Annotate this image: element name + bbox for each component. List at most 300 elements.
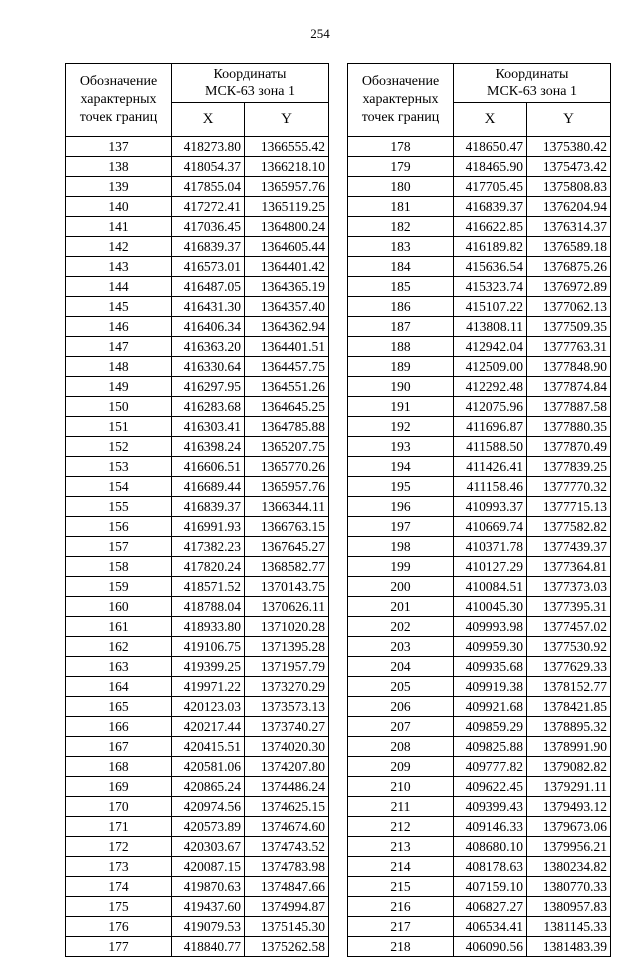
y-coordinate-cell: 1374674.60 xyxy=(245,817,329,837)
point-number-cell: 183 xyxy=(348,237,454,257)
x-coordinate-cell: 418933.80 xyxy=(172,617,245,637)
point-number-cell: 162 xyxy=(66,637,172,657)
x-coordinate-cell: 416839.37 xyxy=(172,497,245,517)
table-row xyxy=(66,637,329,657)
table-row xyxy=(66,617,329,637)
point-number-cell: 209 xyxy=(348,757,454,777)
x-coordinate-cell: 409935.68 xyxy=(454,657,527,677)
x-coordinate-cell: 418788.04 xyxy=(172,597,245,617)
y-coordinate-cell: 1373573.13 xyxy=(245,697,329,717)
point-number-cell: 164 xyxy=(66,677,172,697)
table-row xyxy=(66,737,329,757)
x-coordinate-cell: 420123.03 xyxy=(172,697,245,717)
point-number-cell: 170 xyxy=(66,797,172,817)
y-coordinate-cell: 1375262.58 xyxy=(245,937,329,957)
table-row xyxy=(348,897,611,917)
x-coordinate-cell: 411426.41 xyxy=(454,457,527,477)
table-row xyxy=(348,437,611,457)
table-row xyxy=(348,277,611,297)
y-coordinate-cell: 1377880.35 xyxy=(527,417,611,437)
x-coordinate-cell: 420581.06 xyxy=(172,757,245,777)
point-number-cell: 151 xyxy=(66,417,172,437)
coordinates-group-header xyxy=(172,64,329,103)
point-number-cell: 186 xyxy=(348,297,454,317)
y-coordinate-cell: 1377062.13 xyxy=(527,297,611,317)
point-number-cell: 202 xyxy=(348,617,454,637)
point-number-cell: 145 xyxy=(66,297,172,317)
point-number-cell: 203 xyxy=(348,637,454,657)
point-number-cell: 153 xyxy=(66,457,172,477)
y-coordinate-cell: 1377373.03 xyxy=(527,577,611,597)
x-coordinate-cell: 416330.64 xyxy=(172,357,245,377)
point-number-cell: 163 xyxy=(66,657,172,677)
point-number-cell: 138 xyxy=(66,157,172,177)
point-number-cell: 168 xyxy=(66,757,172,777)
table-row xyxy=(348,457,611,477)
table-row xyxy=(348,297,611,317)
table-row xyxy=(66,197,329,217)
table-row xyxy=(66,477,329,497)
y-coordinate-cell: 1364401.42 xyxy=(245,257,329,277)
y-coordinate-cell: 1374207.80 xyxy=(245,757,329,777)
x-coordinate-cell: 416283.68 xyxy=(172,397,245,417)
point-number-cell: 176 xyxy=(66,917,172,937)
y-coordinate-cell: 1378152.77 xyxy=(527,677,611,697)
x-coordinate-cell: 409959.30 xyxy=(454,637,527,657)
table-row xyxy=(66,597,329,617)
x-coordinate-cell: 416573.01 xyxy=(172,257,245,277)
point-number-cell: 206 xyxy=(348,697,454,717)
point-number-cell: 215 xyxy=(348,877,454,897)
point-number-cell: 175 xyxy=(66,897,172,917)
table-row xyxy=(348,377,611,397)
x-coordinate-cell: 412942.04 xyxy=(454,337,527,357)
x-coordinate-cell: 418273.80 xyxy=(172,137,245,157)
x-coordinate-cell: 416606.51 xyxy=(172,457,245,477)
point-number-cell: 191 xyxy=(348,397,454,417)
table-row xyxy=(348,477,611,497)
point-number-cell: 156 xyxy=(66,517,172,537)
x-coordinate-cell: 409622.45 xyxy=(454,777,527,797)
table-row xyxy=(348,137,611,157)
table-row xyxy=(348,237,611,257)
point-number-cell: 158 xyxy=(66,557,172,577)
y-coordinate-cell: 1377870.49 xyxy=(527,437,611,457)
x-coordinate-cell: 409146.33 xyxy=(454,817,527,837)
point-number-cell: 214 xyxy=(348,857,454,877)
table-row xyxy=(66,557,329,577)
y-coordinate-cell: 1373270.29 xyxy=(245,677,329,697)
x-coordinate-cell: 420573.89 xyxy=(172,817,245,837)
point-number-cell: 208 xyxy=(348,737,454,757)
x-coordinate-cell: 418840.77 xyxy=(172,937,245,957)
point-number-cell: 147 xyxy=(66,337,172,357)
point-designation-header xyxy=(348,64,454,137)
x-coordinate-cell: 419971.22 xyxy=(172,677,245,697)
coords-header-line: МСК-63 зона 1 xyxy=(487,84,577,99)
table-row xyxy=(348,337,611,357)
point-number-cell: 173 xyxy=(66,857,172,877)
point-number-cell: 159 xyxy=(66,577,172,597)
table-row xyxy=(66,317,329,337)
point-header-line: характерных xyxy=(362,92,439,107)
table-row xyxy=(348,577,611,597)
table-row xyxy=(348,597,611,617)
table-row xyxy=(348,497,611,517)
table-row xyxy=(66,797,329,817)
y-coordinate-cell: 1379673.06 xyxy=(527,817,611,837)
table-row xyxy=(348,857,611,877)
y-coordinate-cell: 1379493.12 xyxy=(527,797,611,817)
point-header-line: характерных xyxy=(80,92,157,107)
point-number-cell: 213 xyxy=(348,837,454,857)
table-row xyxy=(348,397,611,417)
point-number-cell: 194 xyxy=(348,457,454,477)
y-coordinate-cell: 1375145.30 xyxy=(245,917,329,937)
table-row xyxy=(348,217,611,237)
x-coordinate-cell: 419106.75 xyxy=(172,637,245,657)
x-coordinate-cell: 416487.05 xyxy=(172,277,245,297)
point-number-cell: 187 xyxy=(348,317,454,337)
table-row xyxy=(66,777,329,797)
x-coordinate-cell: 410371.78 xyxy=(454,537,527,557)
point-header-line: точек границ xyxy=(79,110,158,125)
y-coordinate-cell: 1381483.39 xyxy=(527,937,611,957)
point-number-cell: 154 xyxy=(66,477,172,497)
y-coordinate-cell: 1370143.75 xyxy=(245,577,329,597)
y-coordinate-cell: 1377839.25 xyxy=(527,457,611,477)
x-coordinate-cell: 409399.43 xyxy=(454,797,527,817)
x-coordinate-cell: 412292.48 xyxy=(454,377,527,397)
point-number-cell: 217 xyxy=(348,917,454,937)
x-coordinate-cell: 419870.63 xyxy=(172,877,245,897)
table-row xyxy=(348,177,611,197)
y-coordinate-cell: 1364800.24 xyxy=(245,217,329,237)
point-number-cell: 178 xyxy=(348,137,454,157)
y-coordinate-cell: 1379082.82 xyxy=(527,757,611,777)
y-coordinate-cell: 1375808.83 xyxy=(527,177,611,197)
y-coordinate-cell: 1370626.11 xyxy=(245,597,329,617)
table-row xyxy=(66,137,329,157)
y-coordinate-cell: 1380770.33 xyxy=(527,877,611,897)
table-row xyxy=(66,237,329,257)
x-coordinate-cell: 416297.95 xyxy=(172,377,245,397)
table-row xyxy=(66,897,329,917)
x-coordinate-cell: 416406.34 xyxy=(172,317,245,337)
y-coordinate-cell: 1373740.27 xyxy=(245,717,329,737)
table-row xyxy=(66,757,329,777)
y-coordinate-cell: 1365957.76 xyxy=(245,477,329,497)
table-body xyxy=(348,137,611,957)
table-row xyxy=(66,457,329,477)
table-row xyxy=(66,417,329,437)
x-coordinate-cell: 420303.67 xyxy=(172,837,245,857)
point-number-cell: 152 xyxy=(66,437,172,457)
x-coordinate-cell: 419437.60 xyxy=(172,897,245,917)
table-row xyxy=(66,817,329,837)
x-coordinate-cell: 415636.54 xyxy=(454,257,527,277)
table-row xyxy=(66,677,329,697)
x-coordinate-cell: 420974.56 xyxy=(172,797,245,817)
point-number-cell: 148 xyxy=(66,357,172,377)
point-number-cell: 144 xyxy=(66,277,172,297)
point-number-cell: 198 xyxy=(348,537,454,557)
point-number-cell: 190 xyxy=(348,377,454,397)
y-coordinate-cell: 1365770.26 xyxy=(245,457,329,477)
point-number-cell: 155 xyxy=(66,497,172,517)
x-coordinate-cell: 416431.30 xyxy=(172,297,245,317)
x-coordinate-cell: 415323.74 xyxy=(454,277,527,297)
point-number-cell: 184 xyxy=(348,257,454,277)
table-row xyxy=(348,537,611,557)
table-row xyxy=(348,357,611,377)
point-designation-header xyxy=(66,64,172,137)
table-row xyxy=(66,697,329,717)
x-coordinate-cell: 416363.20 xyxy=(172,337,245,357)
point-number-cell: 204 xyxy=(348,657,454,677)
point-number-cell: 196 xyxy=(348,497,454,517)
y-coordinate-cell: 1379956.21 xyxy=(527,837,611,857)
table-row xyxy=(348,637,611,657)
x-coordinate-cell: 407159.10 xyxy=(454,877,527,897)
coordinates-group-header xyxy=(454,64,611,103)
x-coordinate-cell: 408680.10 xyxy=(454,837,527,857)
point-number-cell: 142 xyxy=(66,237,172,257)
point-number-cell: 181 xyxy=(348,197,454,217)
point-number-cell: 216 xyxy=(348,897,454,917)
y-coordinate-cell: 1381145.33 xyxy=(527,917,611,937)
point-number-cell: 199 xyxy=(348,557,454,577)
point-number-cell: 218 xyxy=(348,937,454,957)
table-row xyxy=(66,937,329,957)
x-coordinate-cell: 409825.88 xyxy=(454,737,527,757)
y-coordinate-cell: 1364605.44 xyxy=(245,237,329,257)
page-number: 254 xyxy=(310,26,330,41)
point-number-cell: 150 xyxy=(66,397,172,417)
point-number-cell: 211 xyxy=(348,797,454,817)
coordinates-table-right xyxy=(347,63,611,957)
x-coordinate-cell: 417855.04 xyxy=(172,177,245,197)
y-coordinate-cell: 1365957.76 xyxy=(245,177,329,197)
x-coordinate-cell: 417036.45 xyxy=(172,217,245,237)
y-coordinate-cell: 1371020.28 xyxy=(245,617,329,637)
table-row xyxy=(66,217,329,237)
table-row xyxy=(66,517,329,537)
point-number-cell: 139 xyxy=(66,177,172,197)
x-coordinate-cell: 413808.11 xyxy=(454,317,527,337)
point-number-cell: 195 xyxy=(348,477,454,497)
x-coordinate-cell: 406827.27 xyxy=(454,897,527,917)
table-row xyxy=(348,837,611,857)
table-row xyxy=(66,877,329,897)
y-coordinate-cell: 1364357.40 xyxy=(245,297,329,317)
table-row xyxy=(348,677,611,697)
table-row xyxy=(348,697,611,717)
point-number-cell: 160 xyxy=(66,597,172,617)
x-column-header: X xyxy=(454,103,527,137)
y-coordinate-cell: 1375473.42 xyxy=(527,157,611,177)
y-coordinate-cell: 1378421.85 xyxy=(527,697,611,717)
table-row xyxy=(348,557,611,577)
point-number-cell: 146 xyxy=(66,317,172,337)
point-number-cell: 167 xyxy=(66,737,172,757)
y-column-header: Y xyxy=(527,103,611,137)
x-coordinate-cell: 418650.47 xyxy=(454,137,527,157)
table-row xyxy=(348,737,611,757)
y-coordinate-cell: 1364785.88 xyxy=(245,417,329,437)
x-coordinate-cell: 417820.24 xyxy=(172,557,245,577)
x-coordinate-cell: 419399.25 xyxy=(172,657,245,677)
table-row xyxy=(66,397,329,417)
table-row xyxy=(66,657,329,677)
y-coordinate-cell: 1364362.94 xyxy=(245,317,329,337)
x-coordinate-cell: 416839.37 xyxy=(172,237,245,257)
coordinates-table-left xyxy=(65,63,329,957)
table-row xyxy=(66,577,329,597)
y-coordinate-cell: 1377395.31 xyxy=(527,597,611,617)
x-coordinate-cell: 416398.24 xyxy=(172,437,245,457)
x-coordinate-cell: 406090.56 xyxy=(454,937,527,957)
y-coordinate-cell: 1377874.84 xyxy=(527,377,611,397)
x-coordinate-cell: 420865.24 xyxy=(172,777,245,797)
y-coordinate-cell: 1377509.35 xyxy=(527,317,611,337)
y-coordinate-cell: 1377887.58 xyxy=(527,397,611,417)
y-coordinate-cell: 1377364.81 xyxy=(527,557,611,577)
y-coordinate-cell: 1365119.25 xyxy=(245,197,329,217)
table-row xyxy=(66,157,329,177)
table-row xyxy=(348,157,611,177)
y-coordinate-cell: 1366344.11 xyxy=(245,497,329,517)
y-coordinate-cell: 1376875.26 xyxy=(527,257,611,277)
x-coordinate-cell: 410993.37 xyxy=(454,497,527,517)
y-coordinate-cell: 1377715.13 xyxy=(527,497,611,517)
x-coordinate-cell: 410045.30 xyxy=(454,597,527,617)
x-coordinate-cell: 418054.37 xyxy=(172,157,245,177)
table-row xyxy=(348,417,611,437)
table-row xyxy=(66,857,329,877)
y-coordinate-cell: 1366763.15 xyxy=(245,517,329,537)
table-row xyxy=(348,877,611,897)
point-number-cell: 171 xyxy=(66,817,172,837)
table-row xyxy=(66,837,329,857)
point-header-line: Обозначение xyxy=(79,74,158,89)
table-row xyxy=(66,537,329,557)
table-row xyxy=(348,317,611,337)
y-coordinate-cell: 1364365.19 xyxy=(245,277,329,297)
point-number-cell: 157 xyxy=(66,537,172,557)
point-number-cell: 174 xyxy=(66,877,172,897)
table-row xyxy=(66,337,329,357)
y-coordinate-cell: 1365207.75 xyxy=(245,437,329,457)
y-coordinate-cell: 1376204.94 xyxy=(527,197,611,217)
y-coordinate-cell: 1377629.33 xyxy=(527,657,611,677)
point-number-cell: 141 xyxy=(66,217,172,237)
point-number-cell: 200 xyxy=(348,577,454,597)
y-coordinate-cell: 1380234.82 xyxy=(527,857,611,877)
y-coordinate-cell: 1377770.32 xyxy=(527,477,611,497)
x-coordinate-cell: 409919.38 xyxy=(454,677,527,697)
y-coordinate-cell: 1378895.32 xyxy=(527,717,611,737)
table-row xyxy=(348,757,611,777)
x-coordinate-cell: 410084.51 xyxy=(454,577,527,597)
x-coordinate-cell: 406534.41 xyxy=(454,917,527,937)
x-coordinate-cell: 420415.51 xyxy=(172,737,245,757)
y-coordinate-cell: 1377582.82 xyxy=(527,517,611,537)
point-number-cell: 188 xyxy=(348,337,454,357)
point-number-cell: 169 xyxy=(66,777,172,797)
y-coordinate-cell: 1366555.42 xyxy=(245,137,329,157)
x-coordinate-cell: 411158.46 xyxy=(454,477,527,497)
point-number-cell: 189 xyxy=(348,357,454,377)
table-body xyxy=(66,137,329,957)
coords-header-line: Координаты xyxy=(213,67,287,82)
point-number-cell: 182 xyxy=(348,217,454,237)
point-number-cell: 143 xyxy=(66,257,172,277)
point-number-cell: 137 xyxy=(66,137,172,157)
x-coordinate-cell: 420087.15 xyxy=(172,857,245,877)
x-coordinate-cell: 411588.50 xyxy=(454,437,527,457)
point-number-cell: 210 xyxy=(348,777,454,797)
point-number-cell: 165 xyxy=(66,697,172,717)
y-coordinate-cell: 1378991.90 xyxy=(527,737,611,757)
x-coordinate-cell: 410669.74 xyxy=(454,517,527,537)
y-coordinate-cell: 1376314.37 xyxy=(527,217,611,237)
point-number-cell: 193 xyxy=(348,437,454,457)
y-coordinate-cell: 1371957.79 xyxy=(245,657,329,677)
x-coordinate-cell: 420217.44 xyxy=(172,717,245,737)
y-coordinate-cell: 1377457.02 xyxy=(527,617,611,637)
x-coordinate-cell: 410127.29 xyxy=(454,557,527,577)
point-number-cell: 197 xyxy=(348,517,454,537)
table-row xyxy=(348,657,611,677)
x-coordinate-cell: 411696.87 xyxy=(454,417,527,437)
y-coordinate-cell: 1368582.77 xyxy=(245,557,329,577)
y-coordinate-cell: 1374486.24 xyxy=(245,777,329,797)
x-coordinate-cell: 409921.68 xyxy=(454,697,527,717)
x-coordinate-cell: 417382.23 xyxy=(172,537,245,557)
x-coordinate-cell: 416991.93 xyxy=(172,517,245,537)
y-coordinate-cell: 1364457.75 xyxy=(245,357,329,377)
point-number-cell: 161 xyxy=(66,617,172,637)
table-row xyxy=(66,437,329,457)
y-column-header: Y xyxy=(245,103,329,137)
table-row xyxy=(348,257,611,277)
x-coordinate-cell: 418571.52 xyxy=(172,577,245,597)
y-coordinate-cell: 1375380.42 xyxy=(527,137,611,157)
x-coordinate-cell: 412075.96 xyxy=(454,397,527,417)
x-coordinate-cell: 418465.90 xyxy=(454,157,527,177)
y-coordinate-cell: 1374743.52 xyxy=(245,837,329,857)
point-number-cell: 201 xyxy=(348,597,454,617)
point-number-cell: 207 xyxy=(348,717,454,737)
point-number-cell: 185 xyxy=(348,277,454,297)
table-row xyxy=(66,277,329,297)
y-coordinate-cell: 1376589.18 xyxy=(527,237,611,257)
x-coordinate-cell: 409859.29 xyxy=(454,717,527,737)
x-column-header: X xyxy=(172,103,245,137)
table-row xyxy=(66,377,329,397)
point-number-cell: 212 xyxy=(348,817,454,837)
point-header-line: Обозначение xyxy=(361,74,440,89)
x-coordinate-cell: 416622.85 xyxy=(454,217,527,237)
table-row xyxy=(348,197,611,217)
point-number-cell: 179 xyxy=(348,157,454,177)
y-coordinate-cell: 1367645.27 xyxy=(245,537,329,557)
x-coordinate-cell: 416689.44 xyxy=(172,477,245,497)
point-number-cell: 205 xyxy=(348,677,454,697)
table-row xyxy=(66,717,329,737)
table-row xyxy=(348,937,611,957)
